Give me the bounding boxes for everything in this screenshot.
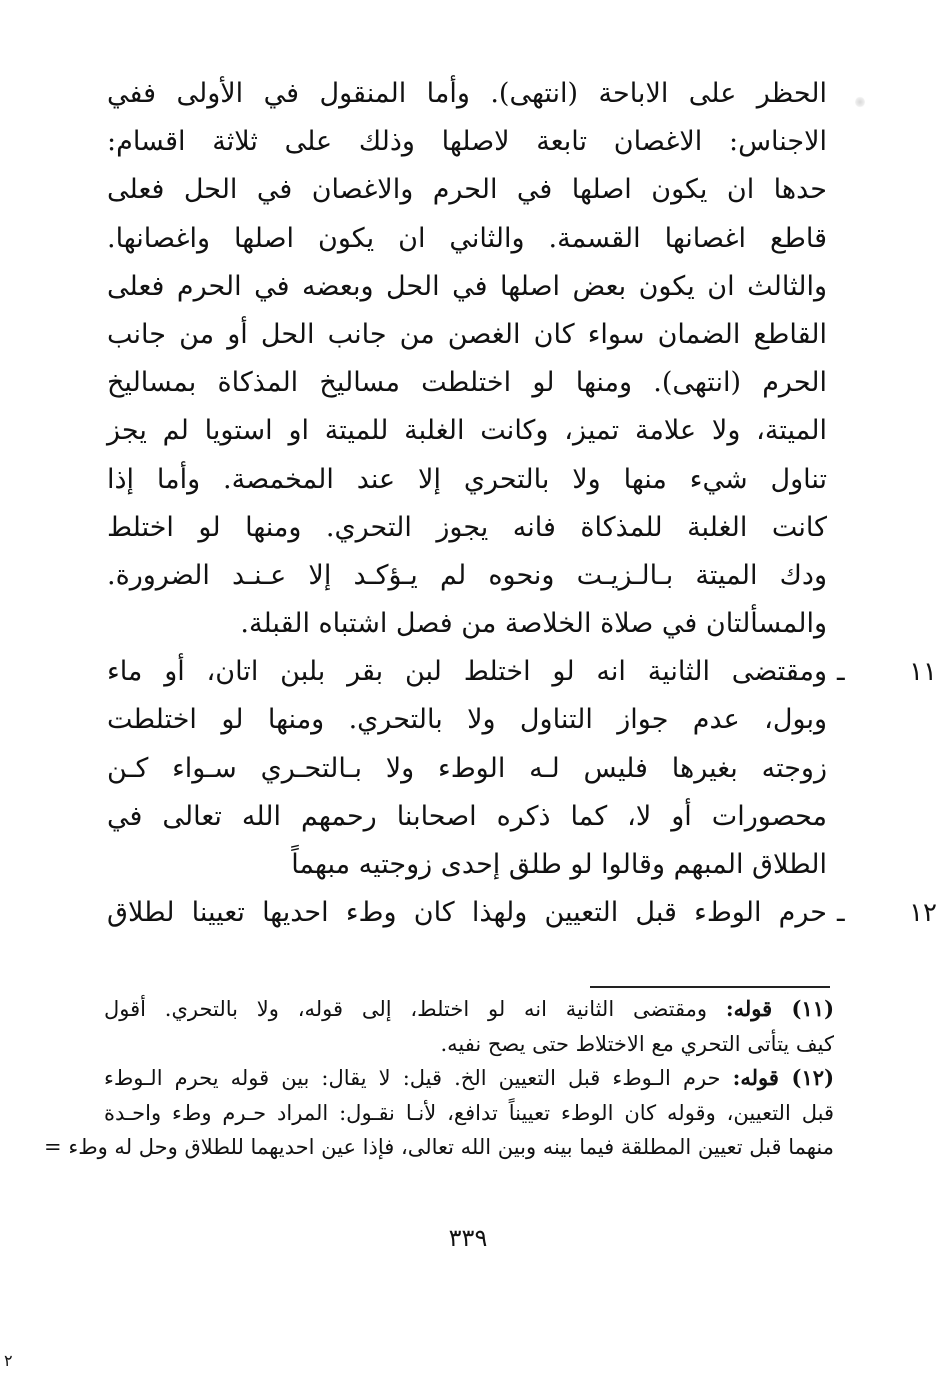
- corner-mark: ٢: [4, 1351, 13, 1370]
- footnote-11-lead: (١١) قوله:: [725, 996, 834, 1021]
- footnote-12-line: [104, 1061, 834, 1096]
- scan-speck: [855, 96, 865, 108]
- page-number: ٣٣٩: [448, 1224, 488, 1252]
- footnote-12-lead: (١٢) قوله:: [732, 1065, 834, 1090]
- main-text-line: حدها ان يكون اصلها في الحرم والاغصان في الحل فعلى: [107, 174, 827, 206]
- footnote-11-text: ومقتضى الثانية انه لو اختلط، إلى قوله، ولا بالتحري. أقول: [104, 997, 726, 1021]
- main-text-line: والثالث ان يكون بعض اصلها في الحل وبعضه في الحرم فعلى: [107, 270, 827, 302]
- main-text-line: ودك الميتة بـالـزيـت ونحوه لم يـؤكـد إلا عـنـد الضرورة.: [107, 559, 827, 591]
- item-11-line: الطلاق المبهم وقالوا لو طلق إحدى زوجتيه مبهماً: [291, 849, 827, 880]
- item-11-line: زوجته بغيرها فليس لـه الوطء ولا بـالتحـري سـواء كـن: [107, 752, 827, 784]
- main-text-line: الاجناس: الاغصان تابعة لاصلها وذلك على ثلاثة اقسام:: [107, 126, 827, 158]
- footnote-12-line: منهما قبل تعيين المطلقة فيما بينه وبين الله تعالى، فإذا عين احديهما للطلاق وحل له وطء =: [44, 1135, 834, 1159]
- item-12-number: ١٢ ـ: [837, 898, 937, 929]
- item-11-line: محصورات أو لا، كما ذكره اصحابنا رحمهم الله تعالى في: [107, 800, 827, 832]
- main-text-line: الحظر على الاباحة (انتهى). وأما المنقول في الأولى ففي: [107, 78, 827, 109]
- main-text-block: [107, 70, 937, 937]
- item-11-line: وبول، عدم جواز التناول ولا بالتحري. ومنها لو اختلطت: [107, 704, 827, 736]
- footnote-11-line: كيف يتأتى التحري مع الاختلاط حتى يصح نفيه.: [440, 1031, 834, 1056]
- main-text-line: قاطع اغصانها القسمة. والثاني ان يكون اصلها واغصانها.: [107, 222, 827, 254]
- footnote-separator-rule: [590, 986, 830, 988]
- main-text-line: تناول شيء منها ولا بالتحري إلا عند المخمصة. وأما إذا: [107, 463, 827, 495]
- main-text-line: الميتة، ولا علامة تميز، وكانت الغلبة للميتة او استويا لم يجز: [107, 415, 827, 447]
- footnote-12-text: حرم الـوطء قبل التعيين الخ. قيل: لا يقال: بين قوله يحرم الـوطء: [104, 1066, 733, 1090]
- item-12-text: حرم الوطء قبل التعيين ولهذا كان وطء احديها تعيينا لطلاق: [107, 897, 827, 929]
- item-11-text: ومقتضى الثانية انه لو اختلط لبن بقر بلبن اتان، أو ماء: [107, 656, 827, 688]
- item-11-line: [107, 648, 937, 696]
- footnotes-block: [44, 992, 834, 1165]
- footnote-11-line: [104, 992, 834, 1027]
- item-12-line: [107, 889, 937, 937]
- main-text-line: الحرم (انتهى). ومنها لو اختلطت مساليخ المذكاة بمساليخ: [107, 367, 827, 399]
- item-11-number: ١١ ـ: [837, 657, 937, 688]
- footnote-12-line: قبل التعيين، وقوله كان الوطء تعييناً تدافع، لأنـا نقـول: المراد حـرم وطء واحـدة: [104, 1100, 834, 1125]
- main-text-line: القاطع الضمان سواء كان الغصن من جانب الحل أو من جانب: [107, 318, 827, 350]
- main-text-line: والمسألتان في صلاة الخلاصة من فصل اشتباه القبلة.: [240, 608, 827, 640]
- main-text-line: كانت الغلبة للمذكاة فانه يجوز التحري. ومنها لو اختلط: [107, 511, 827, 543]
